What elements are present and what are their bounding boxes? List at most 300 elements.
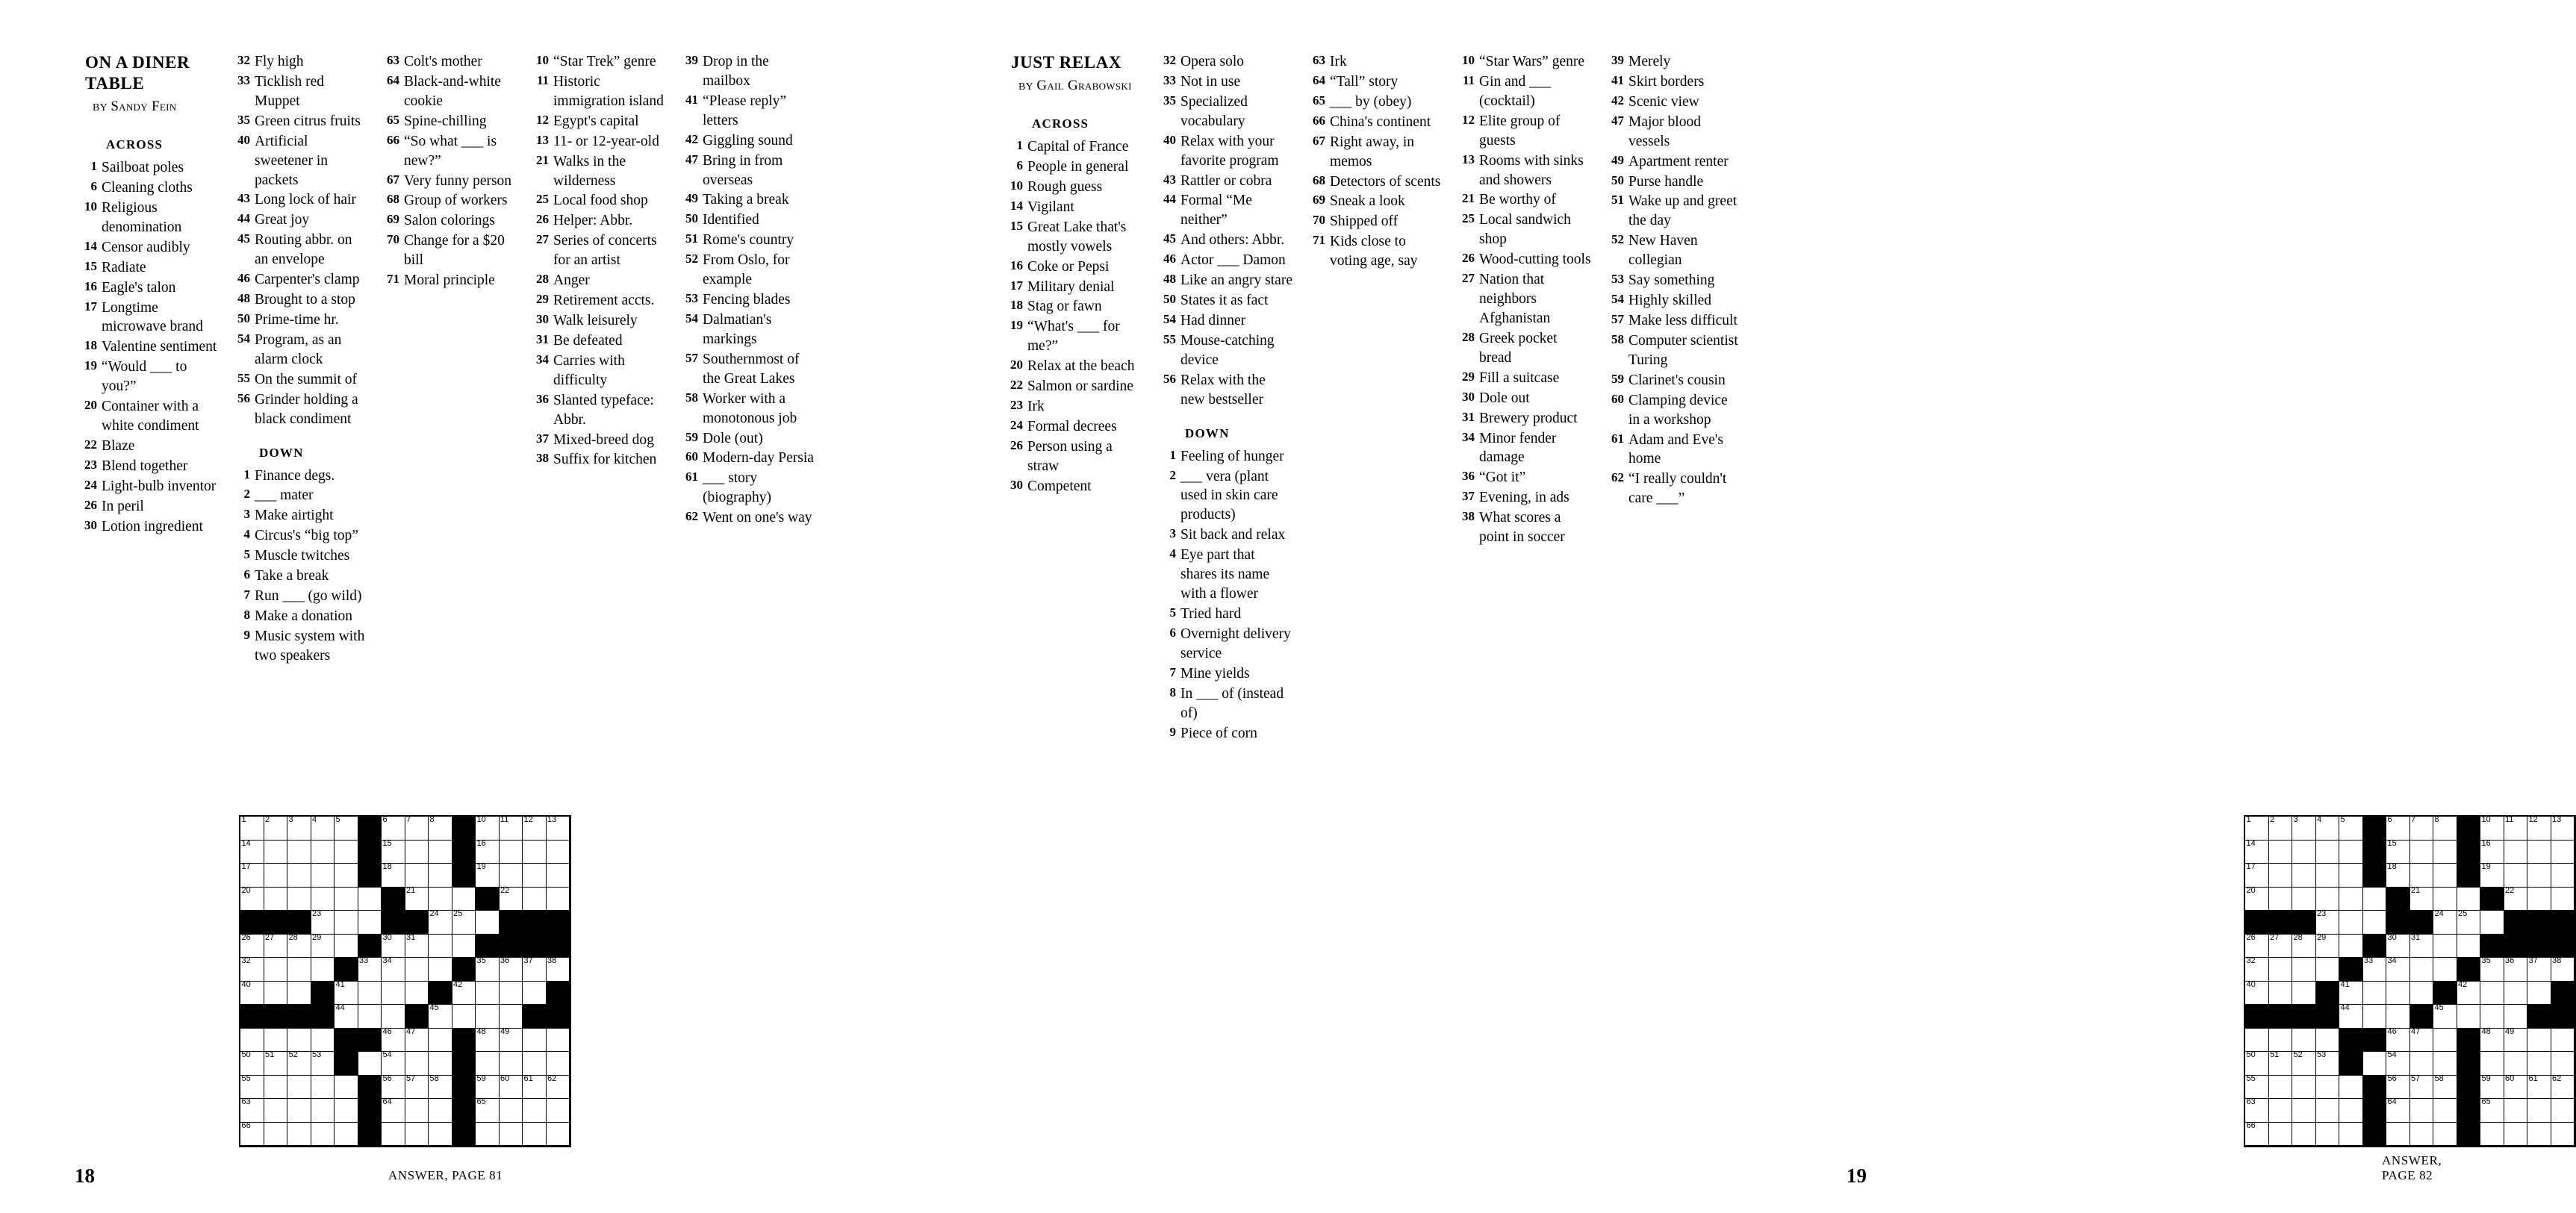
grid-cell[interactable]: [2386, 958, 2410, 982]
grid-cell[interactable]: [264, 958, 288, 982]
grid-cell[interactable]: [2269, 888, 2293, 911]
grid-cell[interactable]: [2504, 841, 2528, 864]
grid-cell[interactable]: [2316, 841, 2340, 864]
grid-cell[interactable]: [2433, 1073, 2457, 1100]
grid-cell[interactable]: [523, 1099, 547, 1123]
grid-cell[interactable]: [2480, 1026, 2504, 1053]
grid-cell[interactable]: [335, 1076, 358, 1100]
grid-cell[interactable]: [335, 979, 358, 1005]
grid-cell[interactable]: [358, 1005, 382, 1029]
grid-cell[interactable]: [382, 1073, 405, 1100]
grid-cell[interactable]: [2504, 958, 2528, 982]
grid-cell[interactable]: [500, 1099, 523, 1123]
grid-cell[interactable]: [2480, 817, 2504, 841]
grid-cell[interactable]: [547, 817, 570, 841]
grid-cell[interactable]: [2433, 1099, 2457, 1123]
grid-cell[interactable]: [523, 1029, 547, 1053]
grid-cell[interactable]: [2269, 982, 2293, 1005]
grid-cell[interactable]: [287, 864, 311, 888]
grid-cell[interactable]: [287, 1123, 311, 1147]
grid-cell[interactable]: [2504, 864, 2528, 888]
grid-cell[interactable]: [452, 911, 476, 935]
grid-cell[interactable]: [287, 932, 311, 958]
grid-cell[interactable]: [2410, 982, 2434, 1005]
grid-cell[interactable]: [2269, 1052, 2293, 1076]
grid-cell[interactable]: [358, 982, 382, 1005]
grid-cell[interactable]: [523, 1052, 547, 1076]
grid-cell[interactable]: [2527, 1123, 2551, 1147]
grid-cell[interactable]: [2245, 817, 2269, 841]
grid-cell[interactable]: [2316, 817, 2340, 841]
grid-cell[interactable]: [2269, 1076, 2293, 1100]
grid-cell[interactable]: [2245, 885, 2269, 911]
grid-cell[interactable]: [2339, 1123, 2363, 1147]
grid-cell[interactable]: [2386, 1073, 2410, 1100]
grid-cell[interactable]: [523, 888, 547, 911]
grid-cell[interactable]: [311, 958, 335, 982]
grid-cell[interactable]: [2316, 932, 2340, 958]
grid-cell[interactable]: [2245, 838, 2269, 864]
grid-cell[interactable]: [382, 1052, 405, 1076]
grid-cell[interactable]: [2457, 935, 2481, 958]
grid-cell[interactable]: [405, 864, 429, 888]
grid-cell[interactable]: [2245, 864, 2269, 888]
grid-cell[interactable]: [2269, 1123, 2293, 1147]
grid-cell[interactable]: [2410, 958, 2434, 982]
grid-cell[interactable]: [311, 864, 335, 888]
grid-cell[interactable]: [2504, 1099, 2528, 1123]
grid-cell[interactable]: [287, 958, 311, 982]
grid-cell[interactable]: [500, 864, 523, 888]
grid-cell[interactable]: [2386, 982, 2410, 1005]
grid-cell[interactable]: [335, 1099, 358, 1123]
grid-cell[interactable]: [429, 911, 452, 935]
grid-cell[interactable]: [311, 1076, 335, 1100]
grid-cell[interactable]: [264, 1123, 288, 1147]
grid-cell[interactable]: [2292, 932, 2316, 958]
grid-cell[interactable]: [405, 1052, 429, 1076]
grid-cell[interactable]: [476, 1005, 500, 1029]
grid-cell[interactable]: [2316, 1029, 2340, 1053]
grid-cell[interactable]: [2363, 1052, 2387, 1076]
grid-cell[interactable]: [476, 864, 500, 888]
grid-cell[interactable]: [2480, 838, 2504, 864]
grid-cell[interactable]: [547, 888, 570, 911]
grid-cell[interactable]: [2316, 1123, 2340, 1147]
grid-cell[interactable]: [2292, 1029, 2316, 1053]
grid-cell[interactable]: [335, 1123, 358, 1147]
grid-cell[interactable]: [2386, 1052, 2410, 1076]
grid-cell[interactable]: [264, 864, 288, 888]
grid-cell[interactable]: [476, 1099, 500, 1123]
grid-cell[interactable]: [429, 1029, 452, 1053]
grid-cell[interactable]: [2269, 932, 2293, 958]
grid-cell[interactable]: [287, 817, 311, 841]
grid-cell[interactable]: [240, 1099, 264, 1123]
grid-cell[interactable]: [405, 1099, 429, 1123]
grid-cell[interactable]: [382, 838, 405, 864]
grid-cell[interactable]: [452, 979, 476, 1005]
grid-cell[interactable]: [405, 932, 429, 958]
grid-cell[interactable]: [2433, 958, 2457, 982]
grid-cell[interactable]: [2339, 1076, 2363, 1100]
grid-cell[interactable]: [2339, 979, 2363, 1005]
grid-cell[interactable]: [500, 817, 523, 841]
grid-cell[interactable]: [2410, 932, 2434, 958]
grid-cell[interactable]: [2551, 864, 2575, 888]
grid-cell[interactable]: [2457, 979, 2481, 1005]
grid-cell[interactable]: [429, 1123, 452, 1147]
grid-cell[interactable]: [2339, 864, 2363, 888]
grid-cell[interactable]: [2527, 1073, 2551, 1100]
grid-cell[interactable]: [2527, 1052, 2551, 1076]
grid-cell[interactable]: [335, 911, 358, 935]
grid-cell[interactable]: [2480, 1005, 2504, 1029]
grid-cell[interactable]: [2292, 888, 2316, 911]
grid-cell[interactable]: [2316, 888, 2340, 911]
grid-cell[interactable]: [240, 1029, 264, 1053]
grid-cell[interactable]: [2386, 1005, 2410, 1029]
grid-cell[interactable]: [382, 1026, 405, 1053]
grid-cell[interactable]: [2269, 864, 2293, 888]
grid-cell[interactable]: [452, 935, 476, 958]
grid-cell[interactable]: [2551, 1052, 2575, 1076]
grid-cell[interactable]: [2363, 958, 2387, 982]
grid-cell[interactable]: [2433, 935, 2457, 958]
grid-cell[interactable]: [311, 888, 335, 911]
grid-cell[interactable]: [523, 958, 547, 982]
grid-cell[interactable]: [311, 932, 335, 958]
grid-cell[interactable]: [311, 1029, 335, 1053]
grid-cell[interactable]: [287, 982, 311, 1005]
grid-cell[interactable]: [2339, 1005, 2363, 1029]
grid-cell[interactable]: [240, 817, 264, 841]
grid-cell[interactable]: [452, 888, 476, 911]
grid-cell[interactable]: [476, 817, 500, 841]
grid-cell[interactable]: [240, 979, 264, 1005]
grid-cell[interactable]: [2457, 888, 2481, 911]
grid-cell[interactable]: [405, 1123, 429, 1147]
grid-cell[interactable]: [2433, 1123, 2457, 1147]
grid-cell[interactable]: [2269, 1099, 2293, 1123]
grid-cell[interactable]: [2339, 935, 2363, 958]
grid-cell[interactable]: [240, 958, 264, 982]
grid-cell[interactable]: [2527, 817, 2551, 841]
grid-cell[interactable]: [2527, 888, 2551, 911]
grid-cell[interactable]: [358, 958, 382, 982]
grid-cell[interactable]: [405, 841, 429, 864]
grid-cell[interactable]: [264, 1029, 288, 1053]
grid-cell[interactable]: [2551, 841, 2575, 864]
grid-cell[interactable]: [2245, 1073, 2269, 1100]
grid-cell[interactable]: [476, 982, 500, 1005]
grid-cell[interactable]: [2433, 1005, 2457, 1029]
grid-cell[interactable]: [2504, 1052, 2528, 1076]
grid-cell[interactable]: [2316, 958, 2340, 982]
grid-cell[interactable]: [547, 1052, 570, 1076]
grid-cell[interactable]: [2363, 1005, 2387, 1029]
grid-cell[interactable]: [429, 1052, 452, 1076]
grid-cell[interactable]: [2245, 1029, 2269, 1053]
grid-cell[interactable]: [2245, 958, 2269, 982]
grid-cell[interactable]: [382, 958, 405, 982]
grid-cell[interactable]: [523, 1123, 547, 1147]
grid-cell[interactable]: [2480, 982, 2504, 1005]
grid-cell[interactable]: [264, 1099, 288, 1123]
grid-cell[interactable]: [2433, 1029, 2457, 1053]
grid-cell[interactable]: [523, 841, 547, 864]
grid-cell[interactable]: [2410, 817, 2434, 841]
grid-cell[interactable]: [523, 982, 547, 1005]
grid-cell[interactable]: [335, 1005, 358, 1029]
grid-cell[interactable]: [2292, 817, 2316, 841]
grid-cell[interactable]: [2316, 1099, 2340, 1123]
grid-cell[interactable]: [2433, 864, 2457, 888]
grid-cell[interactable]: [311, 1052, 335, 1076]
grid-cell[interactable]: [2316, 911, 2340, 935]
grid-cell[interactable]: [500, 841, 523, 864]
grid-cell[interactable]: [2269, 817, 2293, 841]
grid-cell[interactable]: [2433, 841, 2457, 864]
grid-cell[interactable]: [264, 1052, 288, 1076]
grid-cell[interactable]: [2527, 841, 2551, 864]
grid-cell[interactable]: [2410, 1026, 2434, 1053]
grid-cell[interactable]: [311, 817, 335, 841]
grid-cell[interactable]: [2292, 958, 2316, 982]
grid-cell[interactable]: [2504, 885, 2528, 911]
grid-cell[interactable]: [264, 841, 288, 864]
grid-cell[interactable]: [2269, 958, 2293, 982]
grid-cell[interactable]: [2245, 1120, 2269, 1147]
grid-cell[interactable]: [2504, 1026, 2528, 1053]
grid-cell[interactable]: [2410, 1052, 2434, 1076]
grid-cell[interactable]: [2316, 1076, 2340, 1100]
grid-cell[interactable]: [264, 1076, 288, 1100]
grid-cell[interactable]: [2292, 1123, 2316, 1147]
grid-cell[interactable]: [2292, 1052, 2316, 1076]
grid-cell[interactable]: [311, 1123, 335, 1147]
grid-cell[interactable]: [405, 1073, 429, 1100]
grid-cell[interactable]: [2245, 1052, 2269, 1076]
grid-cell[interactable]: [523, 864, 547, 888]
grid-cell[interactable]: [311, 841, 335, 864]
grid-cell[interactable]: [2527, 1029, 2551, 1053]
grid-cell[interactable]: [2410, 1073, 2434, 1100]
grid-cell[interactable]: [382, 1099, 405, 1123]
grid-cell[interactable]: [2316, 1052, 2340, 1076]
grid-cell[interactable]: [2410, 1123, 2434, 1147]
grid-cell[interactable]: [2480, 958, 2504, 982]
grid-cell[interactable]: [2527, 958, 2551, 982]
grid-cell[interactable]: [2269, 1029, 2293, 1053]
grid-cell[interactable]: [2386, 932, 2410, 958]
grid-cell[interactable]: [335, 935, 358, 958]
grid-cell[interactable]: [2386, 838, 2410, 864]
grid-cell[interactable]: [2339, 817, 2363, 841]
grid-cell[interactable]: [240, 1073, 264, 1100]
grid-cell[interactable]: [240, 932, 264, 958]
grid-cell[interactable]: [429, 958, 452, 982]
grid-cell[interactable]: [429, 841, 452, 864]
grid-cell[interactable]: [2433, 911, 2457, 935]
grid-cell[interactable]: [547, 1099, 570, 1123]
grid-cell[interactable]: [500, 885, 523, 911]
grid-cell[interactable]: [500, 958, 523, 982]
grid-cell[interactable]: [2339, 888, 2363, 911]
grid-cell[interactable]: [358, 1052, 382, 1076]
grid-cell[interactable]: [2363, 888, 2387, 911]
grid-cell[interactable]: [2480, 1052, 2504, 1076]
grid-cell[interactable]: [240, 1120, 264, 1147]
grid-cell[interactable]: [311, 911, 335, 935]
grid-cell[interactable]: [429, 888, 452, 911]
grid-cell[interactable]: [523, 817, 547, 841]
grid-cell[interactable]: [2386, 1123, 2410, 1147]
grid-cell[interactable]: [405, 982, 429, 1005]
grid-cell[interactable]: [287, 1052, 311, 1076]
grid-cell[interactable]: [547, 1073, 570, 1100]
grid-cell[interactable]: [2551, 817, 2575, 841]
grid-cell[interactable]: [2504, 1073, 2528, 1100]
grid-cell[interactable]: [2292, 841, 2316, 864]
grid-cell[interactable]: [2245, 1099, 2269, 1123]
grid-cell[interactable]: [264, 932, 288, 958]
grid-cell[interactable]: [2504, 1005, 2528, 1029]
grid-cell[interactable]: [382, 932, 405, 958]
grid-cell[interactable]: [429, 817, 452, 841]
grid-cell[interactable]: [2527, 982, 2551, 1005]
grid-cell[interactable]: [405, 958, 429, 982]
grid-cell[interactable]: [2245, 979, 2269, 1005]
grid-cell[interactable]: [2504, 817, 2528, 841]
grid-cell[interactable]: [2457, 1005, 2481, 1029]
grid-cell[interactable]: [476, 838, 500, 864]
grid-cell[interactable]: [240, 864, 264, 888]
grid-cell[interactable]: [2386, 1099, 2410, 1123]
grid-cell[interactable]: [240, 885, 264, 911]
grid-cell[interactable]: [264, 817, 288, 841]
grid-cell[interactable]: [2386, 1026, 2410, 1053]
grid-cell[interactable]: [382, 1005, 405, 1029]
grid-cell[interactable]: [2551, 888, 2575, 911]
grid-cell[interactable]: [2504, 1123, 2528, 1147]
grid-cell[interactable]: [2316, 864, 2340, 888]
grid-cell[interactable]: [2386, 864, 2410, 888]
grid-cell[interactable]: [358, 911, 382, 935]
grid-cell[interactable]: [476, 1073, 500, 1100]
grid-cell[interactable]: [240, 838, 264, 864]
grid-cell[interactable]: [264, 982, 288, 1005]
grid-cell[interactable]: [500, 1123, 523, 1147]
grid-cell[interactable]: [523, 1073, 547, 1100]
grid-cell[interactable]: [287, 841, 311, 864]
grid-cell[interactable]: [476, 911, 500, 935]
grid-cell[interactable]: [382, 817, 405, 841]
grid-cell[interactable]: [287, 888, 311, 911]
grid-cell[interactable]: [429, 935, 452, 958]
grid-cell[interactable]: [2410, 885, 2434, 911]
grid-cell[interactable]: [287, 1076, 311, 1100]
grid-cell[interactable]: [2339, 1099, 2363, 1123]
crossword-grid-right[interactable]: [2244, 815, 2576, 1147]
grid-cell[interactable]: [500, 1073, 523, 1100]
crossword-grid-left[interactable]: [239, 815, 571, 1147]
grid-cell[interactable]: [476, 958, 500, 982]
grid-cell[interactable]: [264, 888, 288, 911]
grid-cell[interactable]: [2480, 1073, 2504, 1100]
grid-cell[interactable]: [335, 864, 358, 888]
grid-cell[interactable]: [2339, 841, 2363, 864]
grid-cell[interactable]: [2269, 841, 2293, 864]
grid-cell[interactable]: [335, 841, 358, 864]
grid-cell[interactable]: [500, 1052, 523, 1076]
grid-cell[interactable]: [2245, 932, 2269, 958]
grid-cell[interactable]: [2363, 911, 2387, 935]
grid-cell[interactable]: [2410, 1099, 2434, 1123]
grid-cell[interactable]: [405, 885, 429, 911]
grid-cell[interactable]: [311, 1099, 335, 1123]
grid-cell[interactable]: [405, 817, 429, 841]
grid-cell[interactable]: [405, 1026, 429, 1053]
grid-cell[interactable]: [382, 864, 405, 888]
grid-cell[interactable]: [2410, 864, 2434, 888]
grid-cell[interactable]: [429, 1099, 452, 1123]
grid-cell[interactable]: [358, 888, 382, 911]
grid-cell[interactable]: [2527, 1099, 2551, 1123]
grid-cell[interactable]: [2363, 982, 2387, 1005]
grid-cell[interactable]: [287, 1029, 311, 1053]
grid-cell[interactable]: [2551, 1123, 2575, 1147]
grid-cell[interactable]: [2457, 911, 2481, 935]
grid-cell[interactable]: [2292, 982, 2316, 1005]
grid-cell[interactable]: [382, 982, 405, 1005]
grid-cell[interactable]: [2551, 958, 2575, 982]
grid-cell[interactable]: [2480, 1123, 2504, 1147]
grid-cell[interactable]: [335, 817, 358, 841]
grid-cell[interactable]: [547, 958, 570, 982]
grid-cell[interactable]: [2527, 864, 2551, 888]
grid-cell[interactable]: [240, 1052, 264, 1076]
grid-cell[interactable]: [500, 982, 523, 1005]
grid-cell[interactable]: [287, 1099, 311, 1123]
grid-cell[interactable]: [476, 1052, 500, 1076]
grid-cell[interactable]: [476, 1026, 500, 1053]
grid-cell[interactable]: [2480, 864, 2504, 888]
grid-cell[interactable]: [547, 841, 570, 864]
grid-cell[interactable]: [2480, 911, 2504, 935]
grid-cell[interactable]: [2410, 841, 2434, 864]
grid-cell[interactable]: [452, 1005, 476, 1029]
grid-cell[interactable]: [429, 864, 452, 888]
grid-cell[interactable]: [2504, 982, 2528, 1005]
grid-cell[interactable]: [2433, 817, 2457, 841]
grid-cell[interactable]: [500, 1005, 523, 1029]
grid-cell[interactable]: [547, 1123, 570, 1147]
grid-cell[interactable]: [382, 1123, 405, 1147]
grid-cell[interactable]: [476, 1123, 500, 1147]
grid-cell[interactable]: [429, 1005, 452, 1029]
grid-cell[interactable]: [2292, 1099, 2316, 1123]
grid-cell[interactable]: [335, 888, 358, 911]
grid-cell[interactable]: [2339, 911, 2363, 935]
grid-cell[interactable]: [429, 1073, 452, 1100]
grid-cell[interactable]: [547, 1029, 570, 1053]
grid-cell[interactable]: [2386, 817, 2410, 841]
grid-cell[interactable]: [500, 1026, 523, 1053]
grid-cell[interactable]: [2551, 1073, 2575, 1100]
grid-cell[interactable]: [2480, 1099, 2504, 1123]
grid-cell[interactable]: [2292, 1076, 2316, 1100]
